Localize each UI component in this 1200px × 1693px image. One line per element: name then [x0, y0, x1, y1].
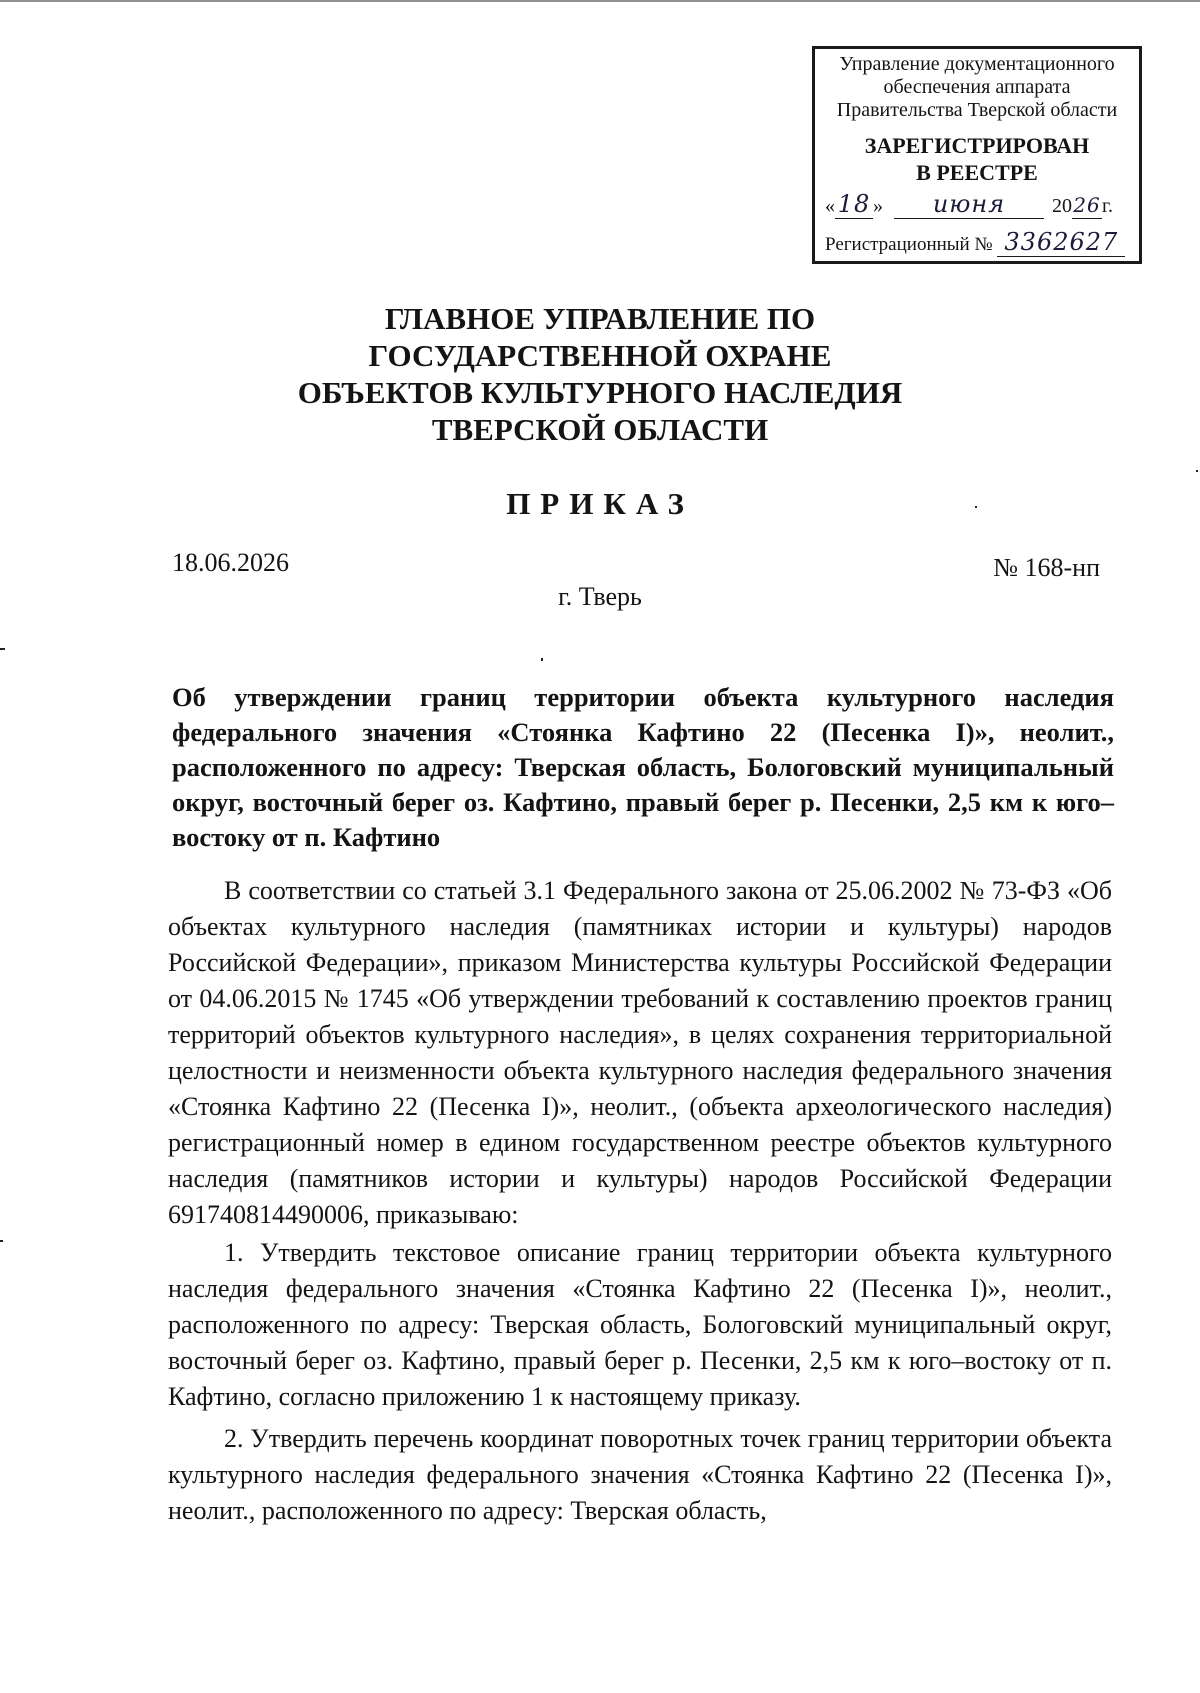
stamp-year-handwritten: 26	[1073, 193, 1101, 217]
body-preamble: В соответствии со статьей 3.1 Федерального закона от 25.06.2002 № 73-ФЗ «Об объектах культурного наследия (памятниках истории и культуры) народов Российской Федерации», приказом Министерства культуры Российской Федерации от 04.06.2015 № 1745 «Об утверждении требований к составлению проектов границ территорий объектов культурного наследия», в целях сохранения территориальной целостности и неизменности объекта культурного наследия федерального значения «Стоянка Кафтино 22 (Песенка I)», неолит., (объекта археологического наследия) регистрационный номер в едином государственном реестре объектов культурного наследия (памятников истории и культуры) народов Российской Федерации 691740814490006, приказываю:	[168, 876, 1112, 1229]
document-city: г. Тверь	[558, 582, 642, 611]
authority-line: ТВЕРСКОЙ ОБЛАСТИ	[431, 412, 769, 447]
stamp-status-line: ЗАРЕГИСТРИРОВАН	[864, 133, 1090, 158]
stamp-month-handwritten: июня	[932, 190, 1006, 218]
stamp-year-prefix: 20	[1052, 195, 1072, 217]
authority-line: ГОСУДАРСТВЕННОЙ ОХРАНЕ	[368, 338, 832, 373]
stamp-day-handwritten: 18	[837, 190, 871, 218]
stamp-status	[815, 132, 1139, 186]
stamp-date-close-quote: »	[873, 195, 883, 217]
authority-line: ОБЪЕКТОВ КУЛЬТУРНОГО НАСЛЕДИЯ	[297, 375, 903, 410]
registration-stamp	[812, 46, 1142, 264]
scan-speck-right2	[1196, 470, 1198, 472]
document-type: ПРИКАЗ	[506, 486, 694, 521]
stamp-date-open-quote: «	[825, 195, 835, 217]
authority-line: ГЛАВНОЕ УПРАВЛЕНИЕ ПО	[384, 301, 816, 336]
stamp-reg-number: 3362627	[1004, 228, 1119, 256]
scan-speck-mid	[541, 658, 543, 661]
document-body	[168, 873, 1112, 1535]
stamp-reg-label: Регистрационный №	[825, 234, 993, 255]
body-item-1: 1. Утвердить текстовое описание границ территории объекта культурного наследия федерального значения «Стоянка Кафтино 22 (Песенка I)», неолит., расположенного по адресу: Тверская область, Бологовский муниципальный округ, восточный берег оз. Кафтино, правый берег р. Песенки, 2,5 км к юго–востоку от п. Кафтино, согласно приложению 1 к настоящему приказу.	[168, 1238, 1112, 1411]
stamp-org-line: обеспечения аппарата	[883, 76, 1071, 98]
document-number: № 168-нп	[993, 553, 1100, 582]
stamp-org-line: Управление документационного	[839, 53, 1115, 75]
stamp-organization	[815, 53, 1139, 122]
issuing-authority	[150, 300, 1050, 448]
document-date: 18.06.2026	[172, 548, 289, 577]
stamp-year-field	[1072, 194, 1102, 219]
stamp-day-field	[835, 190, 873, 219]
document-subject: Об утверждении границ территории объекта культурного наследия федерального значения «Стоянка Кафтино 22 (Песенка I)», неолит., расположенного по адресу: Тверская область, Бологовский муниципальный округ, восточный берег оз. Кафтино, правый берег р. Песенки, 2,5 км к юго–востоку от п. Кафтино	[172, 682, 1114, 852]
stamp-status-line: В РЕЕСТРЕ	[916, 160, 1038, 185]
stamp-org-line: Правительства Тверской области	[836, 99, 1118, 121]
stamp-reg-field	[997, 228, 1125, 257]
stamp-year-unit: г.	[1102, 195, 1113, 217]
scan-speck-left	[0, 648, 5, 650]
stamp-registration	[825, 228, 1137, 259]
scan-line-top	[0, 0, 1200, 2]
scan-speck-left2	[0, 1240, 3, 1242]
body-item-2: 2. Утвердить перечень координат поворотных точек границ территории объекта культурного наследия федерального значения «Стоянка Кафтино 22 (Песенка I)», неолит., расположенного по адресу: Тверская область,	[168, 1424, 1112, 1525]
stamp-date	[825, 190, 1137, 223]
stamp-month-field	[894, 190, 1044, 219]
